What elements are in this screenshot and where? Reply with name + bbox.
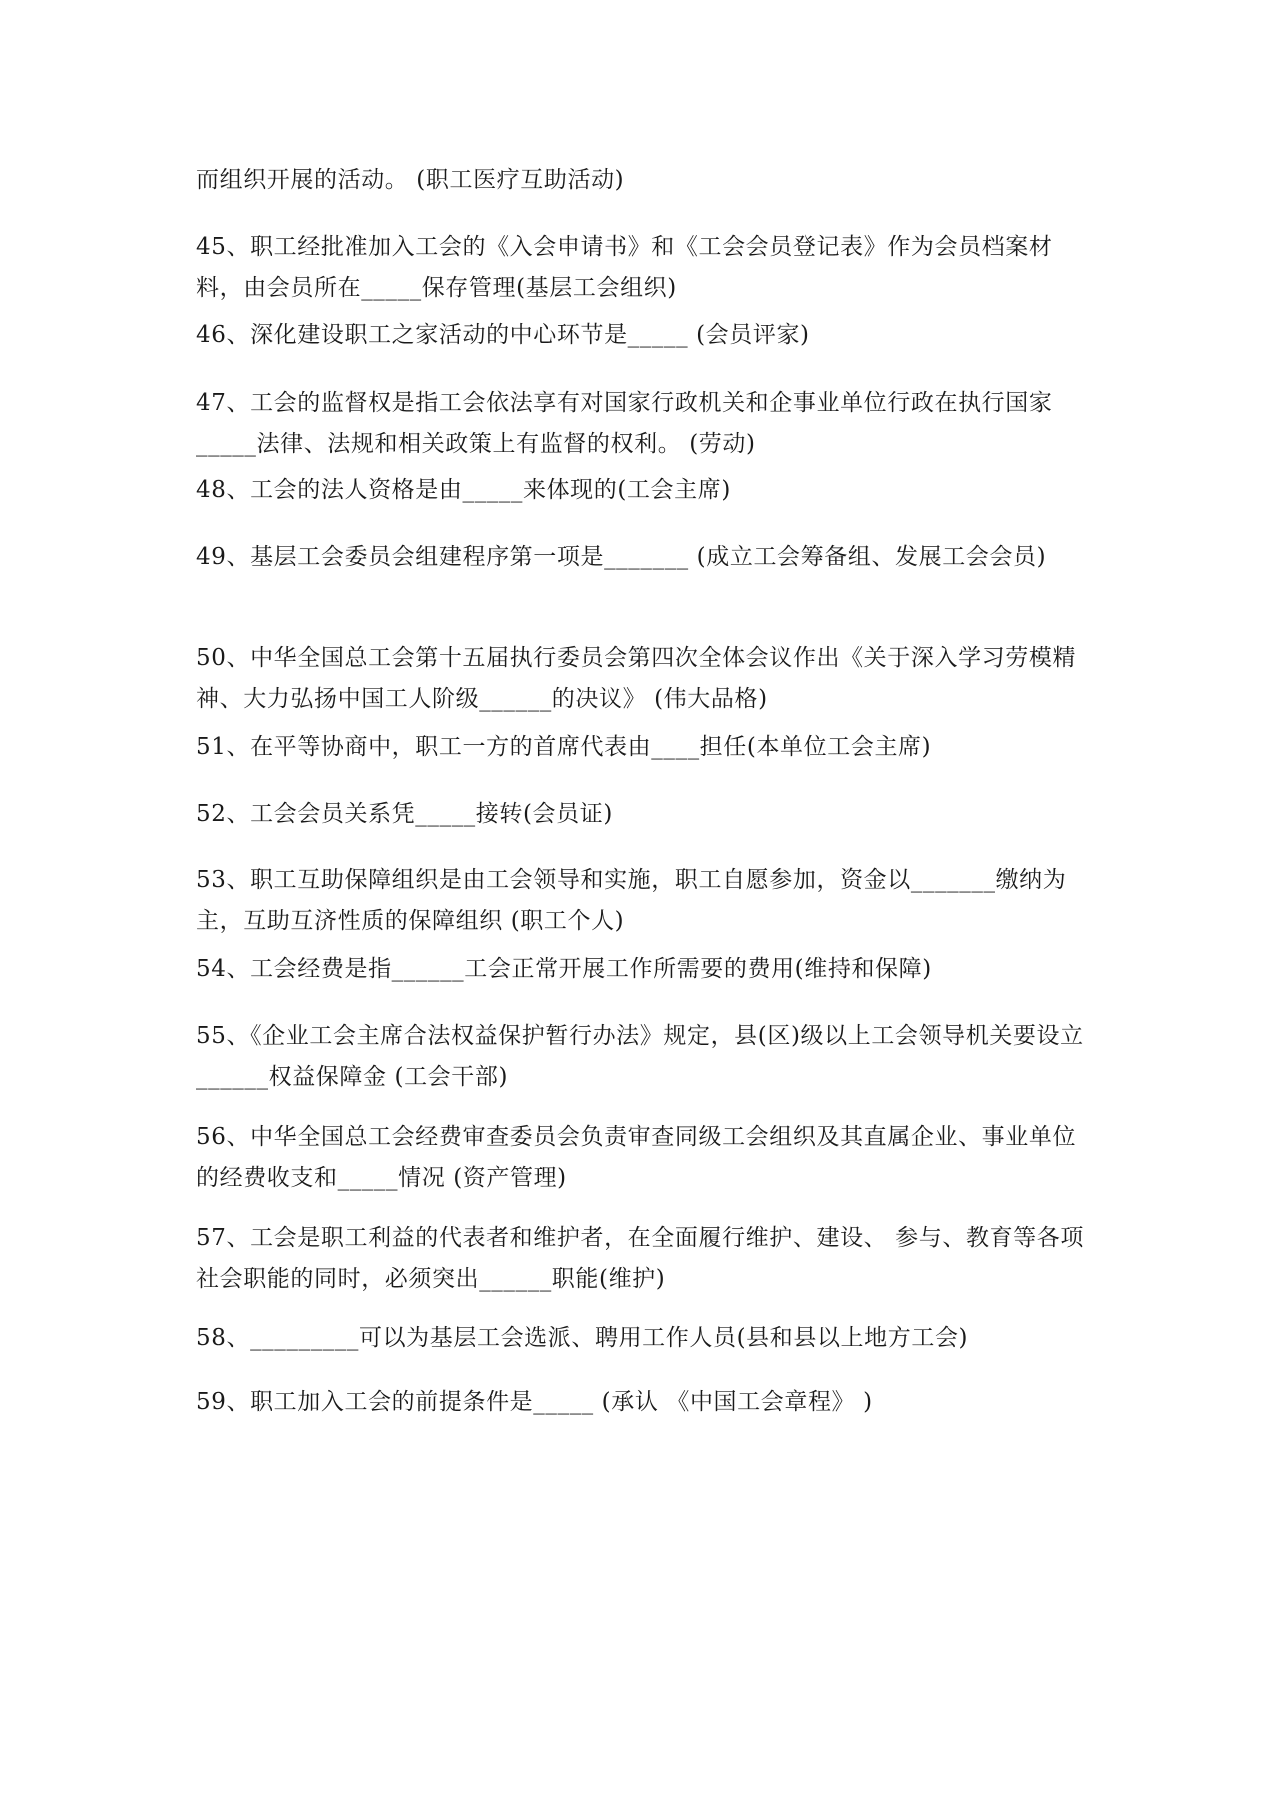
question-59: 59、职工加入工会的前提条件是_____ (承认 《中国工会章程》 ) [196, 1389, 873, 1415]
question-58: 58、_________可以为基层工会选派、聘用工作人员(县和县以上地方工会) [196, 1325, 969, 1351]
question-55: 55、《企业工会主席合法权益保护暂行办法》规定，县(区)级以上工会领导机关要设立______权益保障金 (工会干部) [196, 1023, 1084, 1090]
question-46: 46、深化建设职工之家活动的中心环节是_____ (会员评家) [196, 322, 810, 348]
question-50: 50、中华全国总工会第十五届执行委员会第四次全体会议作出《关于深入学习劳模精神、大力弘扬中国工人阶级______的决议》 (伟大品格) [196, 645, 1077, 712]
question-45: 45、职工经批准加入工会的《入会申请书》和《工会会员登记表》作为会员档案材料，由会员所在_____保存管理(基层工会组织) [196, 234, 1053, 301]
question-54: 54、工会经费是指______工会正常开展工作所需要的费用(维持和保障) [196, 956, 932, 982]
question-49: 49、基层工会委员会组建程序第一项是_______ (成立工会筹备组、发展工会会员) [196, 544, 1047, 570]
question-57: 57、工会是职工利益的代表者和维护者，在全面履行维护、建设、 参与、教育等各项社会职能的同时，必须突出______职能(维护) [196, 1225, 1084, 1292]
question-47: 47、工会的监督权是指工会依法享有对国家行政机关和企事业单位行政在执行国家_____法律、法规和相关政策上有监督的权利。 (劳动) [196, 390, 1053, 457]
question-48: 48、工会的法人资格是由_____来体现的(工会主席) [196, 477, 731, 503]
question-52: 52、工会会员关系凭_____接转(会员证) [196, 801, 613, 827]
question-56: 56、中华全国总工会经费审查委员会负责审查同级工会组织及其直属企业、事业单位的经费收支和_____情况 (资产管理) [196, 1124, 1077, 1191]
question-51: 51、在平等协商中，职工一方的首席代表由____担任(本单位工会主席) [196, 734, 932, 760]
question-53: 53、职工互助保障组织是由工会领导和实施，职工自愿参加，资金以_______缴纳为主，互助互济性质的保障组织 (职工个人) [196, 867, 1067, 934]
paragraph-44-tail: 而组织开展的活动。 (职工医疗互助活动) [196, 167, 625, 193]
